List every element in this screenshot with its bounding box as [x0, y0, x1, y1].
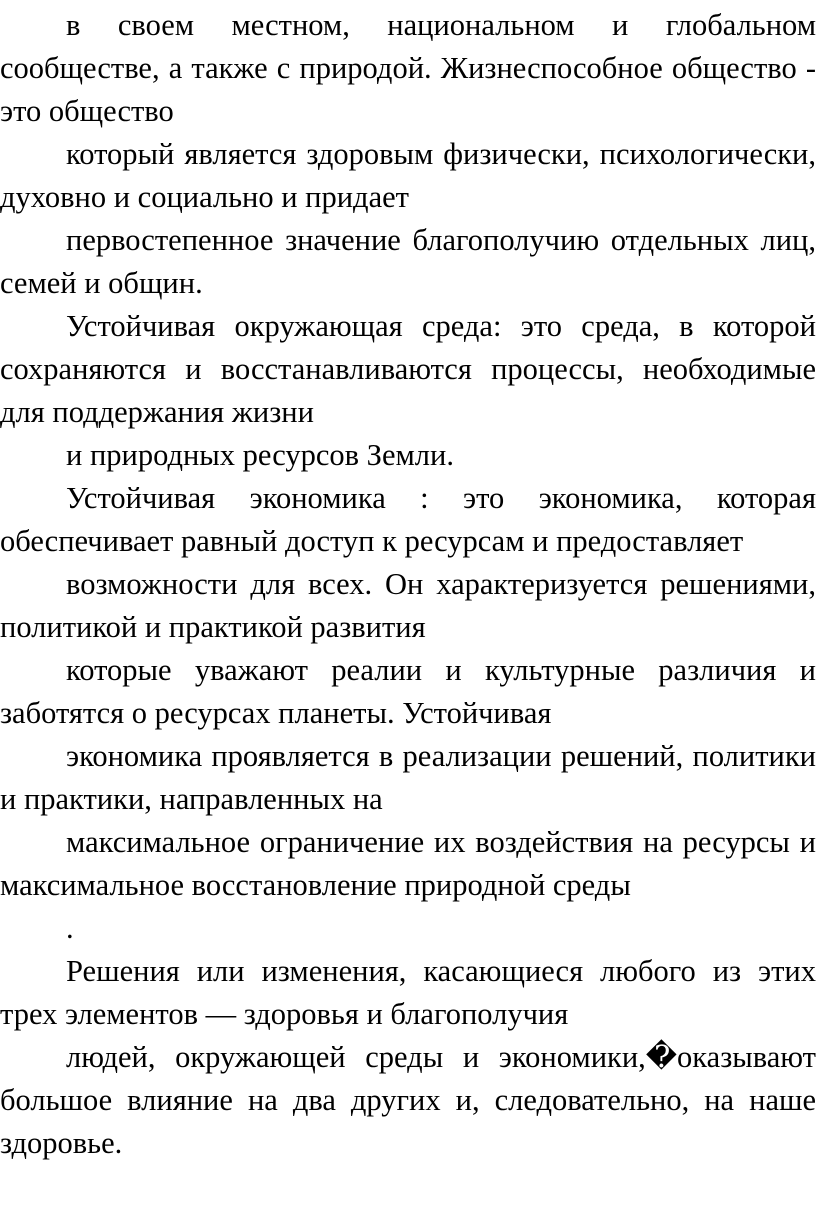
- paragraph-9: экономика проявляется в реализации решений, политики и практики, направленных на: [0, 739, 816, 816]
- paragraph-11: .: [66, 911, 74, 945]
- paragraph-4: Устойчивая окружающая среда: это среда, в которой сохраняются и восстанавливаются процессы, необходимые для поддержания жизни: [0, 309, 816, 429]
- paragraph-6: Устойчивая экономика : это экономика, которая обеспечивает равный доступ к ресурсам и предоставляет: [0, 481, 816, 558]
- paragraph-13: людей, окружающей среды и экономики,�оказывают большое влияние на два других и, следовательно, на наше здоровье.: [0, 1040, 816, 1160]
- paragraph-10: максимальное ограничение их воздействия на ресурсы и максимальное восстановление природной среды: [0, 825, 816, 902]
- paragraph-2: который является здоровым физически, психологически, духовно и социально и придает: [0, 137, 816, 214]
- paragraph-7: возможности для всех. Он характеризуется решениями, политикой и практикой развития: [0, 567, 816, 644]
- paragraph-3: первостепенное значение благополучию отдельных лиц, семей и общин.: [0, 223, 816, 300]
- paragraph-8: которые уважают реалии и культурные различия и заботятся о ресурсах планеты. Устойчивая: [0, 653, 816, 730]
- paragraph-12: Решения или изменения, касающиеся любого из этих трех элементов — здоровья и благополучия: [0, 954, 816, 1031]
- paragraph-5: и природных ресурсов Земли.: [66, 438, 454, 472]
- paragraph-1: в своем местном, национальном и глобальном сообществе, а также с природой. Жизнеспособное общество - это общество: [0, 8, 816, 128]
